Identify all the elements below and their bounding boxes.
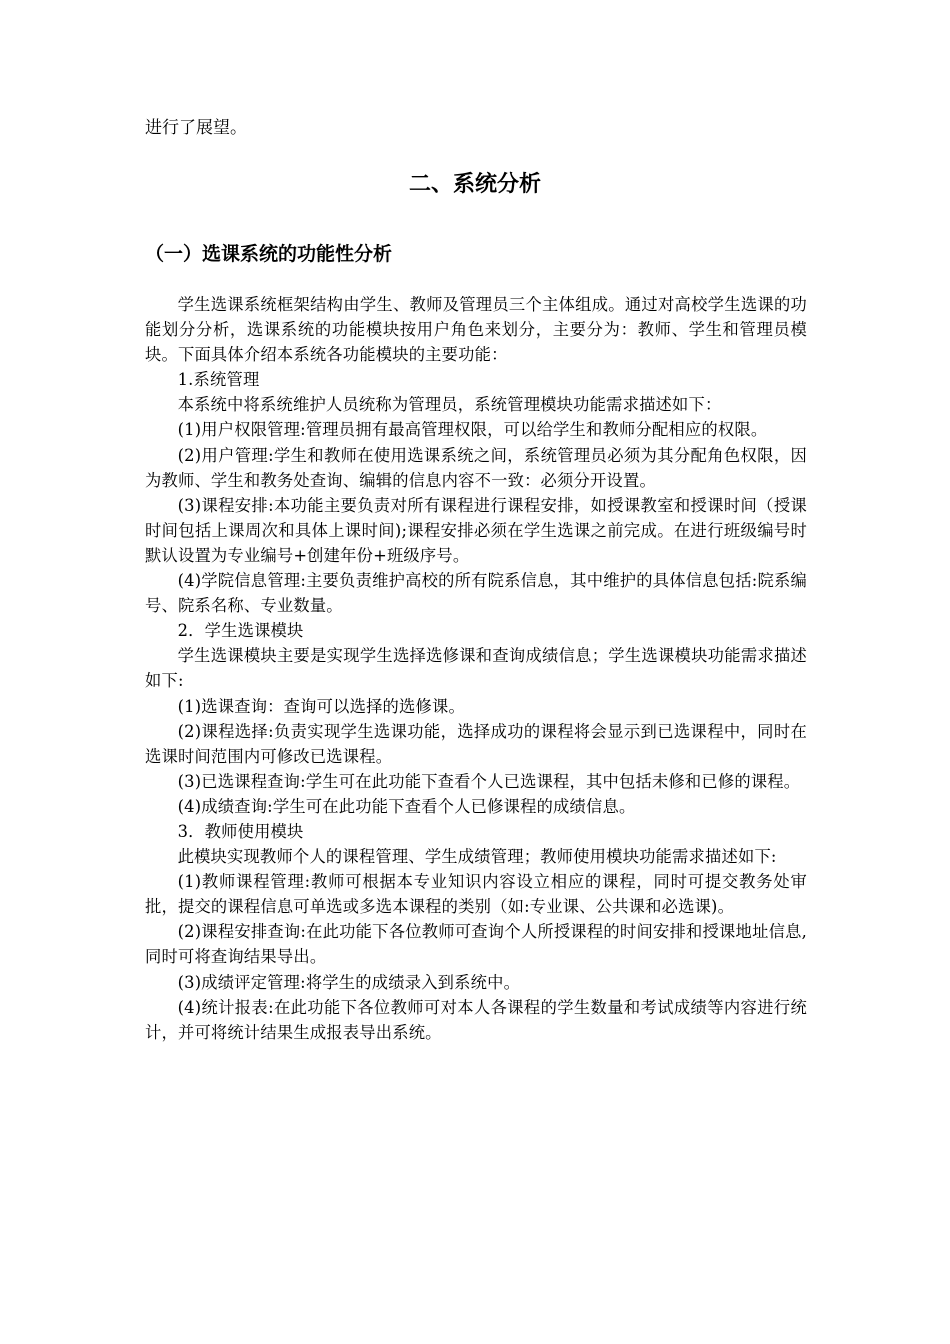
heading-system-management: 1.系统管理: [177, 370, 260, 390]
subsection-title: （一）选课系统的功能性分析: [145, 243, 393, 265]
list-item: (2)课程选择:负责实现学生选课功能，选择成功的课程将会显示到已选课程中，同时在选课时间范围内可修改已选课程。: [145, 721, 807, 766]
list-item: (3)已选课程查询:学生可在此功能下查看个人已选课程，其中包括未修和已修的课程。: [177, 771, 801, 791]
paragraph: 本系统中将系统维护人员统称为管理员，系统管理模块功能需求描述如下：: [177, 395, 722, 415]
list-item: (3)课程安排:本功能主要负责对所有课程进行课程安排，如授课教室和授课时间（授课时间包括上课周次和具体上课时间);课程安排必须在学生选课之前完成。在进行班级编号时默认设置为专业编号+创建年份+班级序号。: [145, 495, 807, 565]
section-title: 二、系统分析: [408, 172, 541, 197]
paragraph: 学生选课模块主要是实现学生选择选修课和查询成绩信息；学生选课模块功能需求描述如下:: [145, 646, 807, 691]
list-item: (1)教师课程管理:教师可根据本专业知识内容设立相应的课程，同时可提交教务处审批，提交的课程信息可单选或多选本课程的类别（如:专业课、公共课和必选课)。: [145, 872, 807, 917]
list-item: (4)统计报表:在此功能下各位教师可对本人各课程的学生数量和考试成绩等内容进行统计，并可将统计结果生成报表导出系统。: [145, 997, 807, 1042]
list-item: (4)成绩查询:学生可在此功能下查看个人已修课程的成绩信息。: [177, 796, 636, 816]
heading-teacher-module: 3．教师使用模块: [177, 821, 304, 841]
list-item: (1)用户权限管理:管理员拥有最高管理权限，可以给学生和教师分配相应的权限。: [177, 420, 768, 440]
heading-student-module: 2．学生选课模块: [177, 621, 304, 641]
paragraph: 此模块实现教师个人的课程管理、学生成绩管理；教师使用模块功能需求描述如下:: [177, 847, 777, 867]
list-item: (4)学院信息管理:主要负责维护高校的所有院系信息，其中维护的具体信息包括:院系编号、院系名称、专业数量。: [145, 571, 807, 616]
lead-text: 进行了展望。: [145, 118, 247, 138]
list-item: (2)用户管理:学生和教师在使用选课系统之间，系统管理员必须为其分配角色权限，因为教师、学生和教务处查询、编辑的信息内容不一致：必须分开设置。: [145, 445, 807, 490]
list-item: (1)选课查询：查询可以选择的选修课。: [177, 696, 465, 716]
body-text: [145, 292, 807, 1045]
list-item: (3)成绩评定管理:将学生的成绩录入到系统中。: [177, 972, 521, 992]
list-item: (2)课程安排查询:在此功能下各位教师可查询个人所授课程的时间安排和授课地址信息,同时可将查询结果导出。: [145, 922, 807, 967]
paragraph-intro: 学生选课系统框架结构由学生、教师及管理员三个主体组成。通过对高校学生选课的功能划分分析，选课系统的功能模块按用户角色来划分，主要分为：教师、学生和管理员模块。下面具体介绍本系统各功能模块的主要功能：: [145, 295, 807, 365]
